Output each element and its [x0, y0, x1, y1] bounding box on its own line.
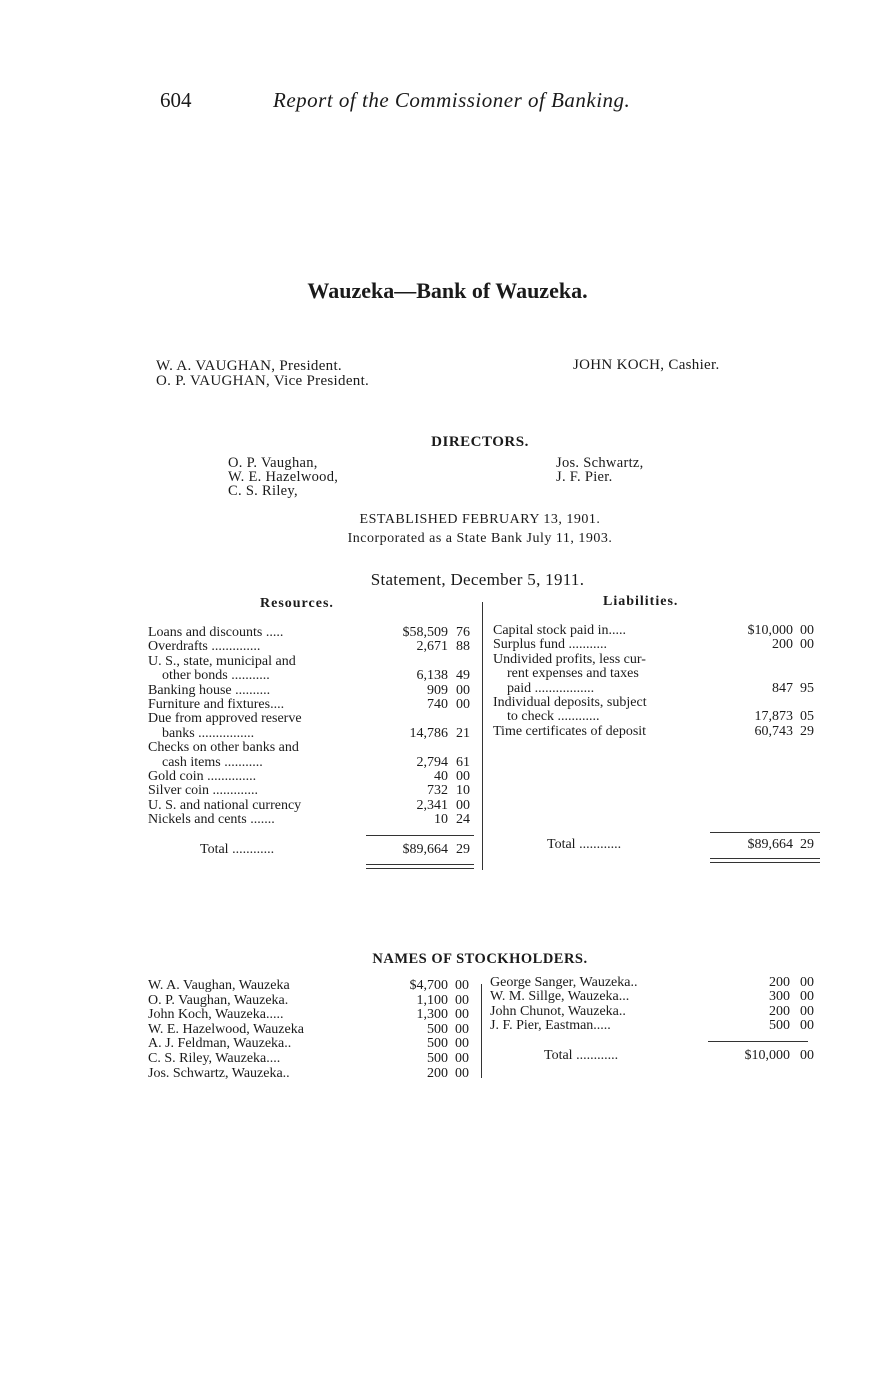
row-label: cash items ........... [148, 754, 263, 770]
resource-row [148, 756, 478, 770]
row-label: Total ............ [200, 842, 275, 857]
row-label: Total ............ [544, 1048, 619, 1063]
row-dollars: 6,138 [416, 668, 448, 684]
row-dollars: $10,000 [747, 623, 793, 638]
total-rule [366, 835, 474, 836]
row-label: J. F. Pier, Eastman..... [490, 1018, 611, 1034]
row-cents: 00 [800, 989, 814, 1005]
row-dollars: 2,671 [416, 639, 448, 655]
resource-row [148, 698, 478, 712]
resources-total-row [148, 843, 478, 857]
resources-heading: Resources. [260, 596, 334, 611]
row-dollars: 2,341 [416, 797, 448, 813]
row-cents: 00 [455, 1051, 469, 1066]
row-cents: 76 [456, 625, 470, 640]
row-cents: 29 [800, 837, 814, 852]
row-dollars: $4,700 [409, 978, 448, 993]
row-cents: 00 [456, 697, 470, 712]
resource-row [148, 784, 478, 798]
row-dollars: 500 [427, 1051, 448, 1066]
row-dollars: 17,873 [754, 709, 793, 725]
total-double-rule [710, 862, 820, 863]
row-dollars: 500 [427, 1021, 448, 1037]
row-dollars: 847 [772, 680, 793, 696]
row-label: John Koch, Wauzeka..... [148, 1007, 284, 1023]
row-cents: 00 [800, 1003, 814, 1019]
row-label: Jos. Schwartz, Wauzeka.. [148, 1065, 290, 1081]
row-label: banks ................ [148, 725, 255, 741]
row-dollars: 1,100 [416, 992, 448, 1008]
bank-title: Wauzeka—Bank of Wauzeka. [307, 278, 588, 303]
row-label: Loans and discounts ..... [148, 625, 284, 640]
row-label: Surplus fund ........... [493, 637, 607, 653]
liabilities-heading: Liabilities. [603, 594, 679, 609]
row-cents: 00 [800, 1018, 814, 1034]
stockholder-row [148, 1008, 478, 1022]
row-label: Silver coin ............. [148, 783, 259, 799]
row-cents: 00 [455, 1065, 469, 1081]
row-cents: 00 [800, 623, 814, 638]
row-dollars: 909 [427, 682, 448, 698]
total-double-rule [366, 868, 474, 869]
row-label: Time certificates of deposit [493, 723, 647, 739]
column-divider [481, 984, 482, 1078]
liability-row [493, 696, 823, 710]
row-cents: 95 [800, 680, 814, 696]
row-dollars: $10,000 [744, 1048, 790, 1063]
resource-row [148, 640, 478, 654]
stockholder-row [148, 1037, 478, 1051]
row-label: Undivided profits, less cur- [493, 651, 646, 667]
running-title: Report of the Commissioner of Banking. [273, 88, 631, 112]
stockholder-row [148, 979, 478, 993]
row-dollars: 200 [769, 975, 790, 990]
total-double-rule [366, 864, 474, 865]
row-cents: 61 [456, 754, 470, 770]
row-dollars: 1,300 [416, 1007, 448, 1023]
row-label: U. S., state, municipal and [148, 653, 296, 669]
liability-row [493, 725, 823, 739]
row-label: Individual deposits, subject [493, 695, 647, 710]
row-dollars: 40 [434, 769, 448, 784]
row-dollars: $89,664 [747, 837, 793, 852]
row-label: O. P. Vaughan, Wauzeka. [148, 992, 289, 1008]
director-name: W. E. Hazelwood, [228, 469, 339, 485]
total-rule [710, 832, 820, 833]
resource-row [148, 770, 478, 784]
liability-row [493, 653, 823, 667]
row-label: Overdrafts .............. [148, 639, 261, 655]
column-divider [482, 602, 483, 870]
row-dollars: 2,794 [416, 754, 448, 770]
director-name: C. S. Riley, [228, 483, 298, 499]
row-label: Nickels and cents ....... [148, 812, 275, 828]
row-cents: 00 [800, 975, 814, 990]
total-rule [708, 1041, 808, 1042]
resource-row [148, 655, 478, 669]
officer-vice-president: O. P. VAUGHAN, Vice President. [156, 373, 370, 389]
director-name: O. P. Vaughan, [228, 455, 318, 471]
row-cents: 00 [456, 797, 470, 813]
row-cents: 00 [456, 769, 470, 784]
resource-row [148, 684, 478, 698]
statement-title: Statement, December 5, 1911. [370, 570, 585, 589]
resource-row [148, 712, 478, 726]
stockholder-row [148, 1023, 478, 1037]
row-label: rent expenses and taxes [493, 666, 639, 682]
row-cents: 49 [456, 668, 470, 684]
row-dollars: 14,786 [409, 725, 448, 741]
liability-row [493, 638, 823, 652]
row-cents: 00 [455, 1021, 469, 1037]
resource-row [148, 813, 478, 827]
row-label: W. E. Hazelwood, Wauzeka [148, 1021, 304, 1037]
row-cents: 29 [456, 842, 470, 857]
stockholder-row [148, 1052, 478, 1066]
stockholder-row [490, 990, 820, 1004]
resource-row [148, 741, 478, 755]
row-label: George Sanger, Wauzeka.. [490, 975, 638, 990]
liabilities-total-row [493, 838, 823, 852]
row-dollars: 200 [772, 637, 793, 653]
liability-row [493, 682, 823, 696]
row-label: U. S. and national currency [148, 797, 302, 813]
liability-row [493, 667, 823, 681]
row-label: Checks on other banks and [148, 740, 299, 756]
row-label: Gold coin .............. [148, 769, 257, 784]
director-name: J. F. Pier. [556, 469, 613, 485]
officer-cashier: JOHN KOCH, Cashier. [573, 357, 720, 373]
row-dollars: 300 [769, 989, 790, 1005]
row-dollars: 60,743 [754, 723, 793, 739]
incorporated-line: Incorporated as a State Bank July 11, 1903. [347, 531, 613, 546]
row-cents: 00 [800, 637, 814, 653]
row-cents: 00 [455, 1007, 469, 1023]
stockholders-heading: NAMES OF STOCKHOLDERS. [372, 951, 588, 967]
row-label: other bonds ........... [148, 668, 270, 684]
row-cents: 05 [800, 709, 814, 725]
total-double-rule [710, 858, 820, 859]
stockholder-row [148, 994, 478, 1008]
row-label: Capital stock paid in..... [493, 623, 626, 638]
stockholder-row [148, 1067, 478, 1081]
row-label: John Chunot, Wauzeka.. [490, 1003, 626, 1019]
row-cents: 24 [456, 812, 470, 828]
row-cents: 00 [455, 1036, 469, 1052]
row-dollars: $58,509 [402, 625, 448, 640]
resource-row [148, 799, 478, 813]
row-label: to check ............ [493, 709, 600, 725]
stockholder-row [490, 1019, 820, 1033]
row-dollars: 500 [427, 1036, 448, 1052]
row-label: Banking house .......... [148, 682, 271, 698]
stockholders-total-row [490, 1049, 820, 1063]
row-label: paid ................. [493, 680, 595, 696]
row-label: W. A. Vaughan, Wauzeka [148, 978, 290, 993]
resource-row [148, 727, 478, 741]
row-label: C. S. Riley, Wauzeka.... [148, 1051, 281, 1066]
row-cents: 00 [455, 992, 469, 1008]
liability-row [493, 624, 823, 638]
stockholder-row [490, 1005, 820, 1019]
row-dollars: 500 [769, 1018, 790, 1034]
director-name: Jos. Schwartz, [556, 455, 644, 471]
row-dollars: $89,664 [402, 842, 448, 857]
page-number: 604 [160, 88, 192, 112]
row-dollars: 10 [434, 812, 448, 828]
stockholder-row [490, 976, 820, 990]
officer-president: W. A. VAUGHAN, President. [156, 358, 342, 374]
row-cents: 88 [456, 639, 470, 655]
row-dollars: 200 [427, 1065, 448, 1081]
directors-heading: DIRECTORS. [431, 434, 529, 450]
established-line: ESTABLISHED FEBRUARY 13, 1901. [359, 512, 601, 527]
resource-row [148, 626, 478, 640]
row-label: Total ............ [547, 837, 622, 852]
row-cents: 00 [456, 682, 470, 698]
row-cents: 21 [456, 725, 470, 741]
row-label: W. M. Sillge, Wauzeka... [490, 989, 630, 1005]
row-dollars: 740 [427, 697, 448, 712]
row-dollars: 200 [769, 1003, 790, 1019]
liability-row [493, 710, 823, 724]
resource-row [148, 669, 478, 683]
row-label: A. J. Feldman, Wauzeka.. [148, 1036, 292, 1052]
row-cents: 10 [456, 783, 470, 799]
row-cents: 00 [455, 978, 469, 993]
row-cents: 29 [800, 723, 814, 739]
row-label: Furniture and fixtures.... [148, 697, 285, 712]
row-dollars: 732 [427, 783, 448, 799]
row-label: Due from approved reserve [148, 711, 302, 727]
row-cents: 00 [800, 1048, 814, 1063]
